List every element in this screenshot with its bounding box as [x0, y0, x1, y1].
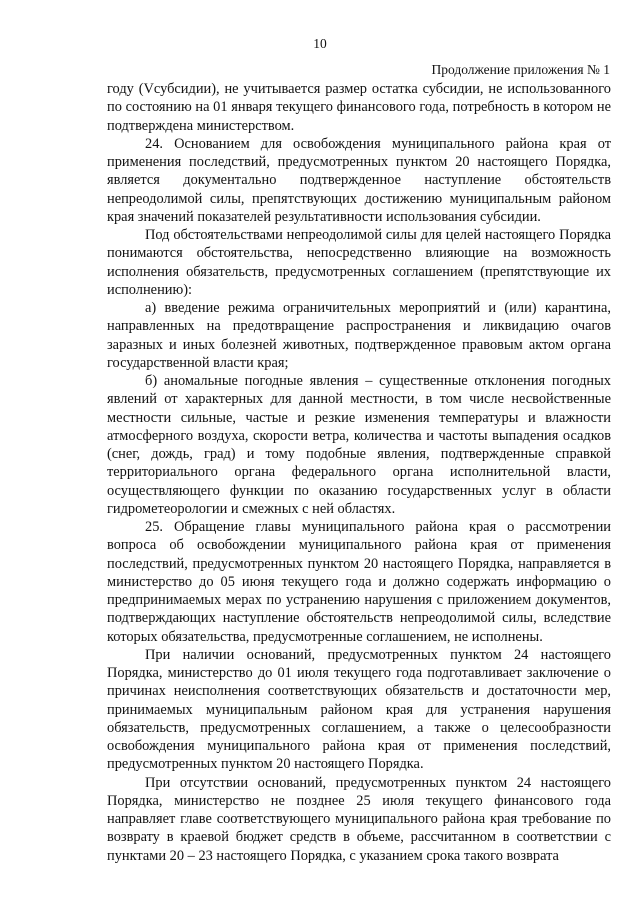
paragraph: При отсутствии оснований, предусмотренных пунктом 24 настоящего Порядка, министерство не позднее 25 июля текущего финансового года направляет главе соответствующего муниципального района края требование по возврату в краевой бюджет средств в объеме, рассчитанном в соответствии с пунктами 20 – 23 настоящего Порядка, с указанием срока такого возврата — [107, 774, 611, 864]
paragraph: 24. Основанием для освобождения муниципального района края от применения последствий, предусмотренных пунктом 20 настоящего Порядка, является документально подтвержденное наступление обстоятельств непреодолимой силы, препятствующих достижению муниципальным районом края значений показателей результативности использования субсидии. — [107, 135, 611, 225]
body-text — [107, 80, 611, 865]
page-number: 10 — [313, 36, 327, 51]
paragraph: 25. Обращение главы муниципального района края о рассмотрении вопроса об освобождении муниципального района края от применения последствий, предусмотренных пунктом 20 настоящего Порядка, направляется в министерство до 05 июня текущего года и должно содержать информацию о предпринимаемых мерах по устранению нарушения с приложением документов, подтверждающих наступление обстоятельств непреодолимой силы, вследствие которых обязательства, предусмотренные соглашением, не исполнены. — [107, 519, 611, 645]
paragraph: году (Vсубсидии), не учитывается размер остатка субсидии, не использованного по состоянию на 01 января текущего финансового года, потребность в котором не подтверждена министерством. — [107, 81, 611, 134]
paragraph: б) аномальные погодные явления – существенные отклонения погодных явлений от характерных для данной местности, в том числе несвойственные местности сильные, частые и резкие изменения температуры и влажности атмосферного воздуха, скорости ветра, количества и частоты выпадения осадков (снег, дождь, град) и тому подобные явления, подтвержденные справкой территориального органа федерального органа исполнительной власти, осуществляющего функции по оказанию государственных услуг в области гидрометеорологии и смежных с ней областях. — [107, 373, 611, 517]
paragraph: При наличии оснований, предусмотренных пунктом 24 настоящего Порядка, министерство до 01 июля текущего года подготавливает заключение о причинах неисполнения соответствующих обязательств и достаточности мер, принимаемых муниципальным районом края для устранения нарушения обязательств, предусмотренных соглашением, а также о целесообразности освобождения муниципального района края от применения последствий, предусмотренных пунктом 20 настоящего Порядка. — [107, 646, 611, 773]
paragraph: Под обстоятельствами непреодолимой силы для целей настоящего Порядка понимаются обстоятельства, непосредственно влияющие на возможность исполнения обязательств, предусмотренных соглашением (препятствующие их исполнению): — [107, 227, 611, 298]
paragraph: а) введение режима ограничительных мероприятий и (или) карантина, направленных на предотвращение распространения и ликвидацию очагов заразных и иных болезней животных, подтвержденное правовым актом органа государственной власти края; — [107, 300, 611, 371]
running-head: Продолжение приложения № 1 — [431, 62, 610, 77]
